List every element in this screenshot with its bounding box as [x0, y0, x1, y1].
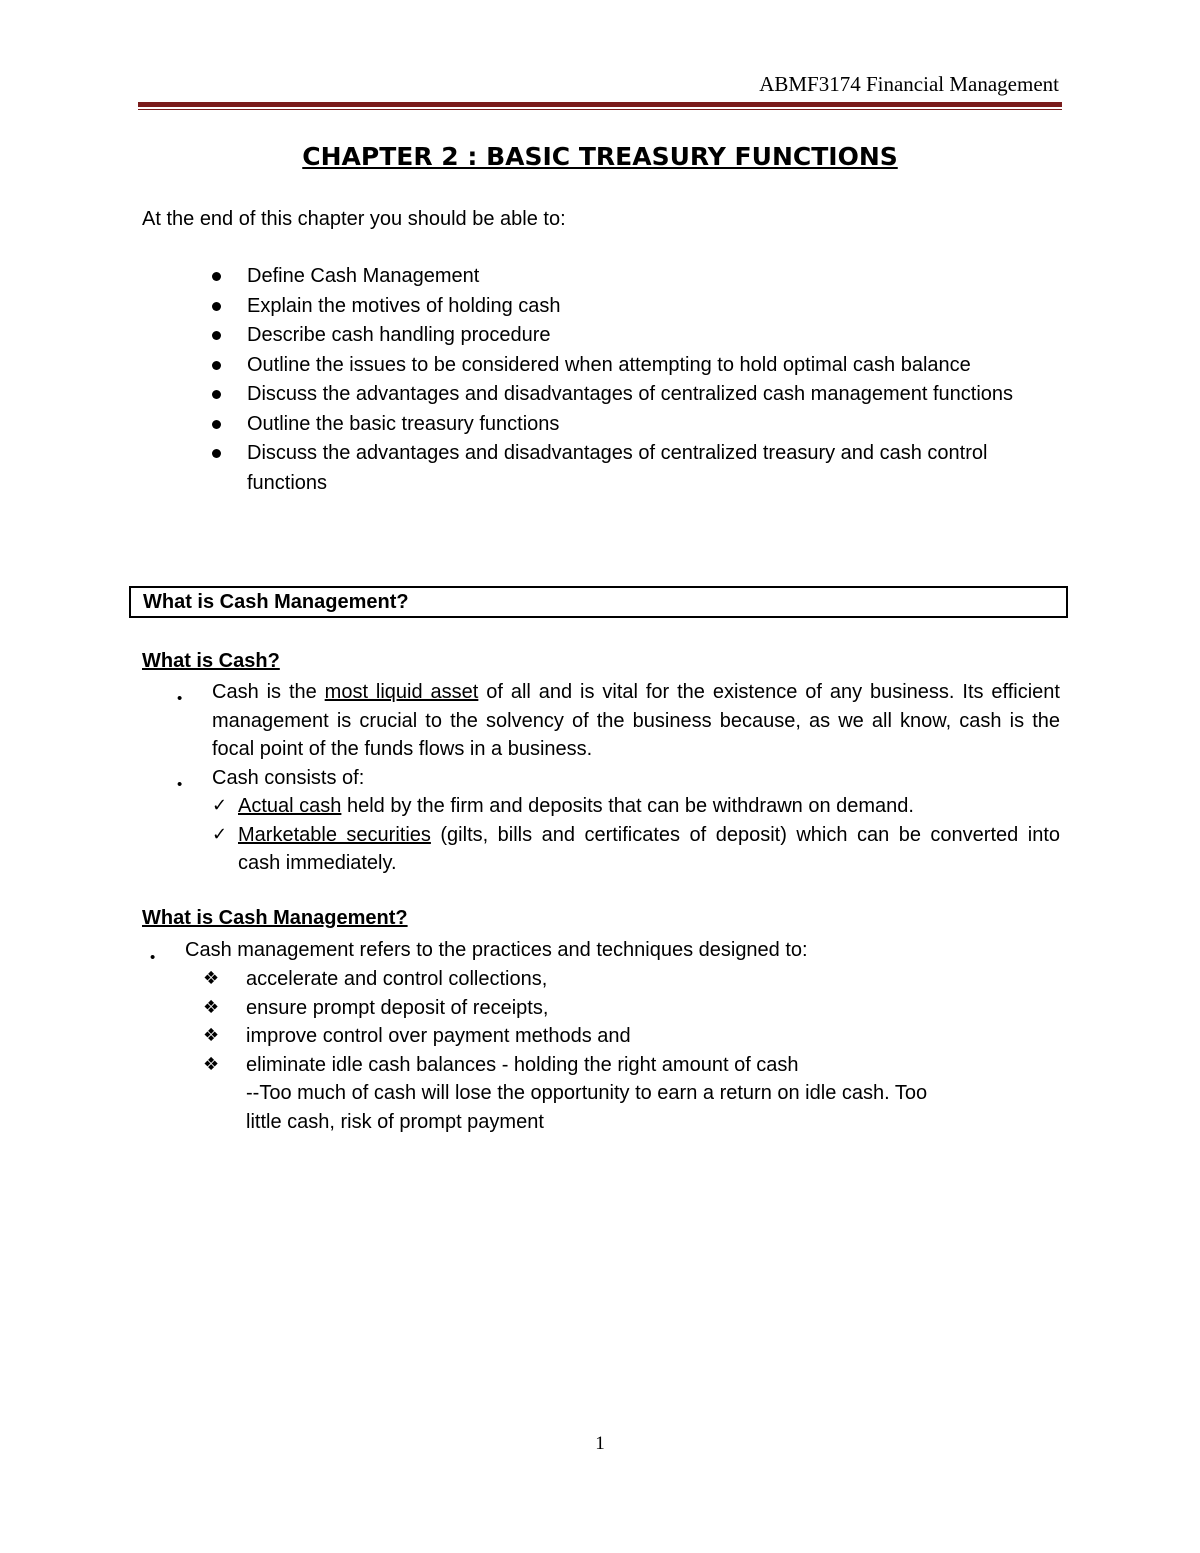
bullet-icon [212, 302, 221, 311]
page-number: 1 [595, 1433, 605, 1454]
bullet-icon: • [150, 949, 156, 966]
objective-item [210, 321, 1050, 351]
objective-text: Describe cash handling procedure [247, 324, 551, 346]
diamond-bullet-icon: ❖ [203, 968, 220, 989]
text: Cash management refers to the practices and techniques designed to: [185, 939, 808, 961]
section-heading-box [129, 586, 1068, 618]
bullet-icon [212, 361, 221, 370]
practice-item [203, 1022, 1048, 1051]
text: ensure prompt deposit of receipts, [246, 996, 549, 1019]
underlined-term: Actual cash [238, 795, 342, 817]
practices-list [203, 965, 1048, 1137]
list-item [175, 678, 1060, 764]
text: Cash consists of: [212, 766, 365, 789]
check-item [212, 792, 1060, 821]
list-item [175, 764, 1060, 878]
objective-item [210, 292, 1050, 322]
subheading-what-is-cash-management: What is Cash Management? [142, 907, 408, 929]
check-icon: ✓ [212, 823, 228, 845]
diamond-bullet-icon: ❖ [203, 1053, 220, 1075]
text: eliminate idle cash balances - holding the right amount of cash [246, 1053, 799, 1076]
text: (gilts, bills and certificates of deposit) which can be converted into cash immediately. [238, 823, 1060, 874]
running-header: ABMF3174 Financial Management [759, 72, 1059, 96]
objective-text: Outline the basic treasury functions [247, 412, 560, 435]
note-line: --Too much of cash will lose the opportunity to earn a return on idle cash. Too [246, 1082, 928, 1104]
bullet-icon [212, 272, 221, 281]
cash-list [175, 678, 1060, 878]
check-icon: ✓ [212, 795, 228, 816]
underlined-term: Marketable securities [238, 823, 431, 846]
bullet-icon [212, 331, 221, 340]
bullet-icon: • [177, 690, 183, 707]
objective-item [210, 439, 1050, 498]
check-list [175, 792, 1060, 878]
objective-text: Outline the issues to be considered when attempting to hold optimal cash balance [247, 353, 971, 376]
objective-text: Discuss the advantages and disadvantages of centralized cash management functions [247, 383, 1014, 405]
practice-item [203, 994, 1048, 1023]
text: of all and is vital for the existence of any business. Its efficient management is crucial to the solvency of the business because, as we all know, cash is the focal point of the funds flows in a business. [212, 681, 1060, 760]
cash-management-list [148, 936, 1048, 1137]
learning-objectives-list [210, 262, 1050, 498]
check-item [212, 821, 1060, 878]
bullet-icon [212, 420, 221, 429]
header-rule [138, 102, 1062, 107]
text: improve control over payment methods and [246, 1025, 631, 1047]
diamond-bullet-icon: ❖ [203, 996, 220, 1018]
chapter-title: CHAPTER 2 : BASIC TREASURY FUNCTIONS [302, 142, 898, 171]
intro-text: At the end of this chapter you should be able to: [142, 208, 566, 230]
objective-text: Discuss the advantages and disadvantages of centralized treasury and cash control functions [247, 442, 988, 494]
text: held by the firm and deposits that can be withdrawn on demand. [341, 795, 914, 817]
subheading-what-is-cash: What is Cash? [142, 650, 280, 672]
objective-item [210, 351, 1050, 381]
objective-item [210, 262, 1050, 292]
note-line: little cash, risk of prompt payment [246, 1111, 544, 1133]
objective-text: Explain the motives of holding cash [247, 294, 561, 317]
text: Cash is the [212, 681, 325, 703]
underlined-term: most liquid asset [324, 681, 479, 703]
diamond-bullet-icon: ❖ [203, 1025, 220, 1046]
bullet-icon: • [177, 775, 183, 793]
section-heading: What is Cash Management? [143, 591, 409, 613]
objective-item [210, 380, 1050, 410]
objective-text: Define Cash Management [247, 265, 480, 287]
practice-item [203, 1051, 1048, 1080]
bullet-icon [212, 449, 221, 458]
bullet-icon [212, 390, 221, 399]
objective-item [210, 410, 1050, 440]
header-rule-thin [138, 109, 1062, 110]
text: accelerate and control collections, [246, 968, 548, 990]
list-item [148, 936, 1048, 965]
practice-item [203, 965, 1048, 994]
